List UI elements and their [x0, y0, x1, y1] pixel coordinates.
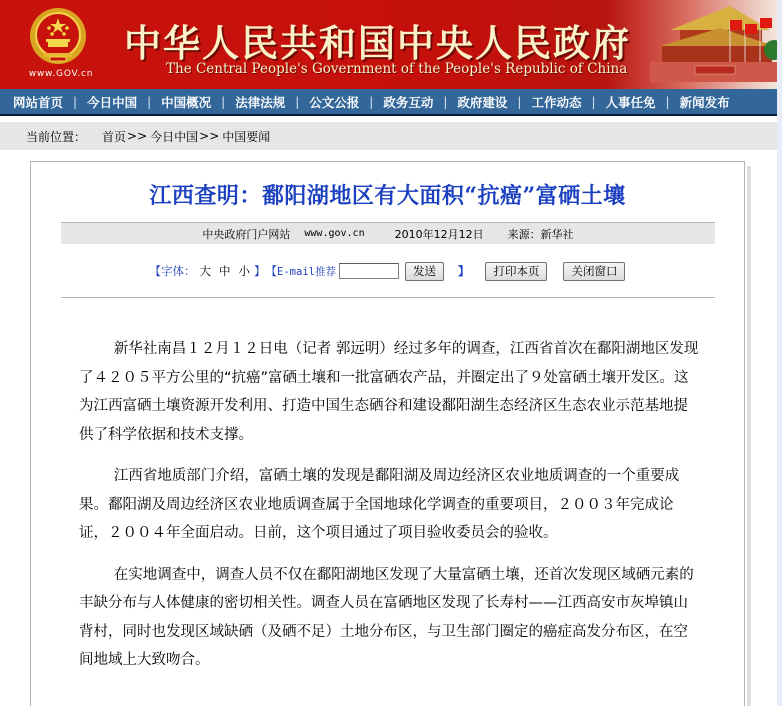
meta-source: 来源：新华社: [507, 227, 574, 241]
site-url: www.GOV.cn: [28, 69, 94, 79]
nav-separator: |: [665, 94, 670, 109]
main-navigation: [0, 89, 777, 116]
breadcrumb-china-news[interactable]: 中国要闻: [222, 129, 271, 144]
nav-china-overview[interactable]: 中国概况: [161, 94, 212, 110]
nav-separator: |: [369, 94, 374, 109]
nav-separator: |: [591, 94, 596, 109]
breadcrumb-today-china[interactable]: 今日中国: [150, 129, 199, 144]
nav-laws[interactable]: 法律法规: [235, 94, 286, 110]
font-size-large[interactable]: 大: [199, 264, 212, 278]
nav-separator: |: [147, 94, 152, 109]
breadcrumb-label: 当前位置：: [26, 129, 87, 144]
national-emblem-icon[interactable]: [28, 6, 88, 66]
meta-url: www.gov.cn: [304, 228, 365, 239]
article-body: [79, 335, 699, 688]
nav-separator: |: [221, 94, 226, 109]
email-input[interactable]: [339, 263, 399, 279]
article-paragraph: 在实地调查中，调查人员不仅在鄱阳湖地区发现了大量富硒土壤，还首次发现区域硒元素的丰缺分布与人体健康的密切相关性。调查人员在富硒地区发现了长寿村——江西高安市灰埠镇山背村，同时也发现区域缺硒（及硒不足）土地分布区，与卫生部门圈定的癌症高发分布区，在空间地域上大致吻合。: [79, 566, 694, 668]
nav-gazette[interactable]: 公文公报: [309, 94, 360, 110]
nav-interaction[interactable]: 政务互动: [383, 94, 434, 110]
breadcrumb-arrow: >>: [199, 129, 220, 143]
nav-separator: |: [517, 94, 522, 109]
meta-site: 中央政府门户网站: [202, 227, 291, 241]
close-window-button[interactable]: 关闭窗口: [563, 262, 625, 281]
nav-appointments[interactable]: 人事任免: [605, 94, 656, 110]
nav-home[interactable]: 网站首页: [13, 94, 64, 110]
article-paragraph: 新华社南昌１２月１２日电（记者 郭远明）经过多年的调查，江西省首次在鄱阳湖地区发现了４２０５平方公里的“抗癌”富硒土壤和一批富硒农产品，并圈定出了９处富硒土壤开发区。这为江西富硒土壤资源开发利用、打造中国生态硒谷和建设鄱阳湖生态经济区生态农业示范基地提供了科学依据和技术支撑。: [79, 341, 699, 443]
site-title-cn: 中华人民共和国中央人民政府: [124, 22, 631, 65]
email-recommend-label: E-mail推荐: [277, 265, 336, 278]
toolbar-divider: [61, 297, 715, 298]
article-toolbar: [31, 260, 744, 282]
nav-separator: |: [295, 94, 300, 109]
font-size-bracket-close: 】: [254, 264, 266, 278]
site-header-banner: [0, 0, 777, 89]
meta-date: 2010年12月12日: [394, 227, 484, 241]
article-meta-bar: [61, 222, 715, 244]
email-bracket-open: 【: [265, 264, 278, 278]
breadcrumb: [0, 122, 777, 150]
email-bracket-close: 】: [457, 264, 470, 278]
site-title-en: The Central People's Government of the People's Republic of China: [166, 61, 628, 77]
font-size-label: 【字体：: [149, 264, 196, 278]
article-container: [30, 161, 745, 706]
font-size-small[interactable]: 小: [238, 264, 251, 278]
nav-separator: |: [443, 94, 448, 109]
article-paragraph: 江西省地质部门介绍，富硒土壤的发现是鄱阳湖及周边经济区农业地质调查的一个重要成果。鄱阳湖及周边经济区农业地质调查属于全国地球化学调查的重要项目，２００３年完成论证，２００４年全面启动。日前，这个项目通过了项目验收委员会的验收。: [79, 468, 680, 541]
nav-separator: |: [73, 94, 78, 109]
font-size-medium[interactable]: 中: [219, 264, 231, 278]
tiananmen-gate-icon: [640, 0, 777, 89]
nav-work-updates[interactable]: 工作动态: [531, 94, 582, 110]
print-page-button[interactable]: 打印本页: [485, 262, 547, 281]
nav-gov-building[interactable]: 政府建设: [457, 94, 508, 110]
breadcrumb-arrow: >>: [127, 129, 148, 143]
nav-today-china[interactable]: 今日中国: [87, 94, 138, 110]
nav-press-release[interactable]: 新闻发布: [679, 94, 730, 110]
article-shadow: [747, 166, 751, 706]
send-button[interactable]: 发送: [405, 262, 444, 281]
article-title: 江西查明：鄱阳湖地区有大面积“抗癌”富硒土壤: [149, 183, 626, 209]
page-edge-strip: [777, 0, 782, 706]
breadcrumb-home[interactable]: 首页: [102, 129, 127, 144]
